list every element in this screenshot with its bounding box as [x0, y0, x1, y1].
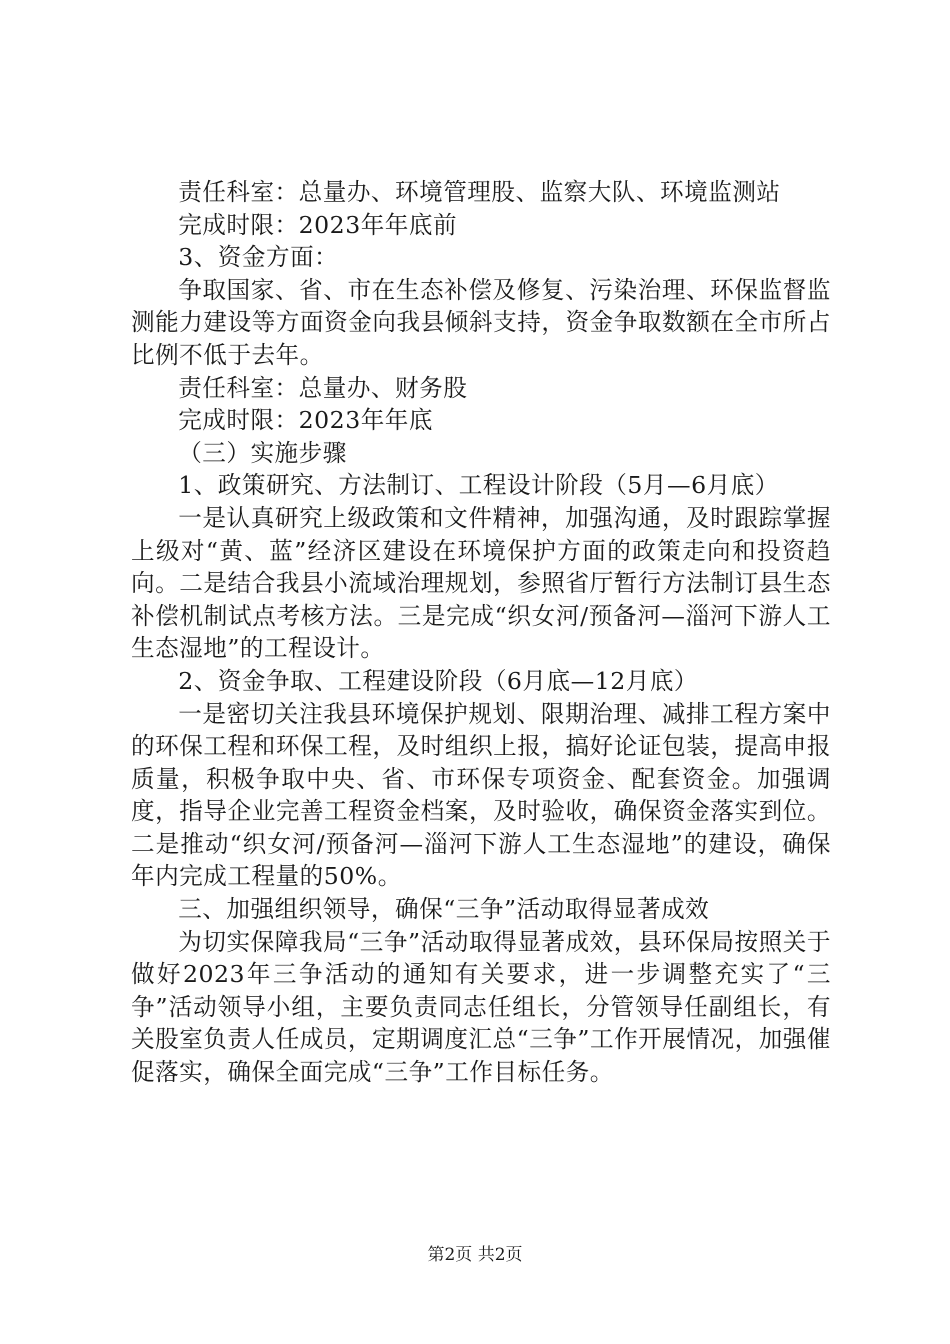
document-body — [131, 176, 831, 1089]
funding-heading: 3、资金方面： — [178, 243, 339, 272]
phase-one-heading: 1、政策研究、方法制订、工程设计阶段（5月—6月底） — [178, 471, 779, 500]
deadline-line: 完成时限：2023年年底前 — [178, 210, 458, 239]
page-number: 第2页 共2页 — [427, 1245, 523, 1265]
page-footer — [0, 1244, 950, 1266]
section-three-heading: 三、加强组织领导，确保“三争”活动取得显著成效 — [178, 895, 710, 924]
phase-one-paragraph: 一是认真研究上级政策和文件精神，加强沟通，及时跟踪掌握上级对“黄、蓝”经济区建设在环境保护方面的政策走向和投资趋向。二是结合我县小流域治理规划，参照省厅暂行方法制订县生态补偿机制试点考核方法。三是完成“织女河/预备河—淄河下游人工生态湿地”的工程设计。 — [131, 503, 831, 663]
implementation-steps-heading: （三）实施步骤 — [178, 438, 347, 467]
phase-two-paragraph: 一是密切关注我县环境保护规划、限期治理、减排工程方案中的环保工程和环保工程，及时组织上报，搞好论证包装，提高申报质量，积极争取中央、省、市环保专项资金、配套资金。加强调度，指导企业完善工程资金档案，及时验收，确保资金落实到位。二是推动“织女河/预备河—淄河下游人工生态湿地”的建设，确保年内完成工程量的50%。 — [131, 699, 831, 891]
deadline-line: 完成时限：2023年年底 — [178, 406, 433, 435]
responsible-office-line: 责任科室：总量办、环境管理股、监察大队、环境监测站 — [178, 178, 781, 206]
responsible-office-line: 责任科室：总量办、财务股 — [178, 373, 468, 402]
funding-paragraph: 争取国家、省、市在生态补偿及修复、污染治理、环保监督监测能力建设等方面资金向我县倾斜支持，资金争取数额在全市所占比例不低于去年。 — [131, 275, 831, 369]
section-three-paragraph: 为切实保障我局“三争”活动取得显著成效，县环保局按照关于做好2023年三争活动的通知有关要求，进一步调整充实了“三争”活动领导小组，主要负责同志任组长，分管领导任副组长，有关股室负责人任成员，定期调度汇总“三争”工作开展情况，加强催促落实，确保全面完成“三争”工作目标任务。 — [131, 927, 831, 1087]
phase-two-heading: 2、资金争取、工程建设阶段（6月底—12月底） — [178, 666, 699, 695]
